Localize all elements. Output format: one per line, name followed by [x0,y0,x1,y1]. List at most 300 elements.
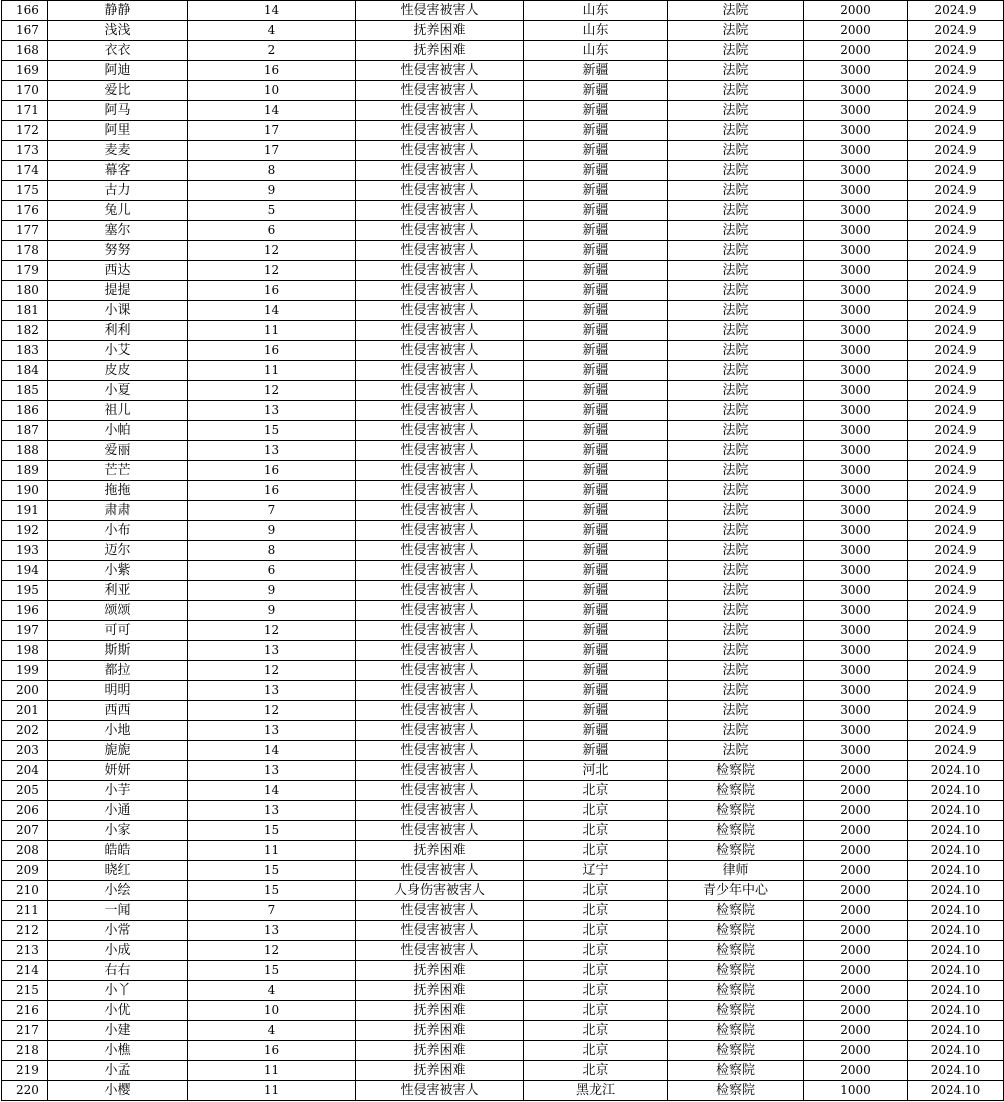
referral-source-cell: 法院 [668,1,804,21]
row-number-cell: 213 [2,941,48,961]
child-name-cell: 小帕 [48,421,188,441]
amount-cell: 3000 [804,101,908,121]
region-cell: 新疆 [524,141,668,161]
child-name-cell: 西达 [48,261,188,281]
age-cell: 15 [188,961,356,981]
case-type-cell: 性侵害被害人 [356,941,524,961]
case-type-cell: 抚养困难 [356,981,524,1001]
referral-source-cell: 法院 [668,601,804,621]
table-row [2,161,1004,181]
row-number-cell: 181 [2,301,48,321]
amount-cell: 2000 [804,861,908,881]
case-type-cell: 性侵害被害人 [356,101,524,121]
referral-source-cell: 检察院 [668,921,804,941]
row-number-cell: 212 [2,921,48,941]
age-cell: 11 [188,361,356,381]
child-name-cell: 一闻 [48,901,188,921]
child-name-cell: 拖拖 [48,481,188,501]
date-cell: 2024.9 [908,141,1004,161]
row-number-cell: 200 [2,681,48,701]
date-cell: 2024.9 [908,361,1004,381]
age-cell: 11 [188,1081,356,1101]
child-name-cell: 妍妍 [48,761,188,781]
table-row [2,801,1004,821]
date-cell: 2024.9 [908,481,1004,501]
child-name-cell: 塞尔 [48,221,188,241]
date-cell: 2024.9 [908,301,1004,321]
referral-source-cell: 法院 [668,741,804,761]
region-cell: 新疆 [524,281,668,301]
referral-source-cell: 检察院 [668,981,804,1001]
table-row [2,541,1004,561]
region-cell: 新疆 [524,641,668,661]
age-cell: 12 [188,241,356,261]
amount-cell: 2000 [804,801,908,821]
row-number-cell: 187 [2,421,48,441]
date-cell: 2024.9 [908,581,1004,601]
region-cell: 新疆 [524,61,668,81]
amount-cell: 3000 [804,441,908,461]
amount-cell: 3000 [804,341,908,361]
child-name-cell: 努努 [48,241,188,261]
age-cell: 17 [188,141,356,161]
age-cell: 7 [188,501,356,521]
region-cell: 北京 [524,921,668,941]
table-row [2,201,1004,221]
child-name-cell: 迈尔 [48,541,188,561]
case-type-cell: 性侵害被害人 [356,201,524,221]
referral-source-cell: 法院 [668,381,804,401]
row-number-cell: 194 [2,561,48,581]
child-name-cell: 芒芒 [48,461,188,481]
age-cell: 9 [188,181,356,201]
table-row [2,901,1004,921]
case-type-cell: 性侵害被害人 [356,721,524,741]
table-row [2,401,1004,421]
age-cell: 13 [188,721,356,741]
case-type-cell: 性侵害被害人 [356,141,524,161]
region-cell: 山东 [524,41,668,61]
region-cell: 北京 [524,901,668,921]
child-name-cell: 小家 [48,821,188,841]
table-row [2,921,1004,941]
table-row [2,461,1004,481]
region-cell: 新疆 [524,701,668,721]
age-cell: 9 [188,601,356,621]
case-type-cell: 性侵害被害人 [356,701,524,721]
table-row [2,681,1004,701]
table-row [2,561,1004,581]
case-type-cell: 抚养困难 [356,961,524,981]
row-number-cell: 214 [2,961,48,981]
row-number-cell: 203 [2,741,48,761]
age-cell: 6 [188,561,356,581]
case-type-cell: 性侵害被害人 [356,741,524,761]
child-name-cell: 浅浅 [48,21,188,41]
amount-cell: 3000 [804,561,908,581]
table-row [2,481,1004,501]
child-name-cell: 祖儿 [48,401,188,421]
referral-source-cell: 检察院 [668,761,804,781]
child-name-cell: 爱丽 [48,441,188,461]
date-cell: 2024.9 [908,61,1004,81]
child-name-cell: 西西 [48,701,188,721]
row-number-cell: 218 [2,1041,48,1061]
amount-cell: 2000 [804,1061,908,1081]
row-number-cell: 186 [2,401,48,421]
case-type-cell: 性侵害被害人 [356,1,524,21]
row-number-cell: 204 [2,761,48,781]
age-cell: 12 [188,661,356,681]
region-cell: 北京 [524,941,668,961]
region-cell: 新疆 [524,381,668,401]
table-row [2,821,1004,841]
child-name-cell: 利利 [48,321,188,341]
case-type-cell: 抚养困难 [356,1001,524,1021]
age-cell: 15 [188,861,356,881]
case-type-cell: 性侵害被害人 [356,581,524,601]
row-number-cell: 216 [2,1001,48,1021]
referral-source-cell: 法院 [668,161,804,181]
row-number-cell: 189 [2,461,48,481]
region-cell: 北京 [524,1021,668,1041]
date-cell: 2024.9 [908,461,1004,481]
child-name-cell: 右右 [48,961,188,981]
region-cell: 北京 [524,1061,668,1081]
row-number-cell: 209 [2,861,48,881]
amount-cell: 3000 [804,621,908,641]
referral-source-cell: 检察院 [668,1001,804,1021]
row-number-cell: 193 [2,541,48,561]
date-cell: 2024.9 [908,661,1004,681]
age-cell: 12 [188,621,356,641]
age-cell: 9 [188,521,356,541]
child-name-cell: 小课 [48,301,188,321]
child-name-cell: 幕客 [48,161,188,181]
table-row [2,501,1004,521]
referral-source-cell: 法院 [668,261,804,281]
age-cell: 13 [188,681,356,701]
referral-source-cell: 青少年中心 [668,881,804,901]
child-name-cell: 麦麦 [48,141,188,161]
referral-source-cell: 法院 [668,361,804,381]
region-cell: 新疆 [524,401,668,421]
date-cell: 2024.9 [908,521,1004,541]
amount-cell: 3000 [804,541,908,561]
age-cell: 8 [188,541,356,561]
referral-source-cell: 法院 [668,641,804,661]
child-name-cell: 静静 [48,1,188,21]
child-name-cell: 明明 [48,681,188,701]
region-cell: 新疆 [524,681,668,701]
case-type-cell: 性侵害被害人 [356,361,524,381]
row-number-cell: 180 [2,281,48,301]
row-number-cell: 179 [2,261,48,281]
child-name-cell: 小丫 [48,981,188,1001]
age-cell: 8 [188,161,356,181]
date-cell: 2024.10 [908,841,1004,861]
age-cell: 14 [188,781,356,801]
table-row [2,741,1004,761]
date-cell: 2024.9 [908,421,1004,441]
row-number-cell: 169 [2,61,48,81]
age-cell: 15 [188,821,356,841]
child-name-cell: 阿马 [48,101,188,121]
amount-cell: 2000 [804,21,908,41]
referral-source-cell: 法院 [668,301,804,321]
referral-source-cell: 法院 [668,61,804,81]
region-cell: 山东 [524,21,668,41]
case-type-cell: 性侵害被害人 [356,401,524,421]
case-type-cell: 性侵害被害人 [356,261,524,281]
child-name-cell: 衣衣 [48,41,188,61]
child-name-cell: 皮皮 [48,361,188,381]
date-cell: 2024.9 [908,341,1004,361]
case-type-cell: 性侵害被害人 [356,561,524,581]
region-cell: 新疆 [524,581,668,601]
child-name-cell: 小绘 [48,881,188,901]
table-row [2,181,1004,201]
case-type-cell: 性侵害被害人 [356,821,524,841]
amount-cell: 3000 [804,281,908,301]
child-name-cell: 小地 [48,721,188,741]
date-cell: 2024.10 [908,921,1004,941]
row-number-cell: 197 [2,621,48,641]
case-type-cell: 性侵害被害人 [356,381,524,401]
table-row [2,1021,1004,1041]
amount-cell: 3000 [804,61,908,81]
date-cell: 2024.10 [908,861,1004,881]
child-name-cell: 小芋 [48,781,188,801]
region-cell: 北京 [524,781,668,801]
referral-source-cell: 法院 [668,241,804,261]
amount-cell: 3000 [804,701,908,721]
region-cell: 北京 [524,981,668,1001]
date-cell: 2024.9 [908,101,1004,121]
referral-source-cell: 法院 [668,421,804,441]
child-name-cell: 都拉 [48,661,188,681]
amount-cell: 3000 [804,501,908,521]
age-cell: 14 [188,741,356,761]
table-row [2,221,1004,241]
table-row [2,61,1004,81]
amount-cell: 3000 [804,721,908,741]
region-cell: 北京 [524,1041,668,1061]
amount-cell: 2000 [804,961,908,981]
amount-cell: 3000 [804,321,908,341]
row-number-cell: 185 [2,381,48,401]
amount-cell: 2000 [804,941,908,961]
region-cell: 新疆 [524,341,668,361]
table-row [2,941,1004,961]
date-cell: 2024.9 [908,81,1004,101]
child-name-cell: 晓红 [48,861,188,881]
table-row [2,101,1004,121]
date-cell: 2024.9 [908,701,1004,721]
row-number-cell: 220 [2,1081,48,1101]
region-cell: 新疆 [524,461,668,481]
case-type-cell: 性侵害被害人 [356,161,524,181]
amount-cell: 3000 [804,401,908,421]
region-cell: 新疆 [524,441,668,461]
referral-source-cell: 法院 [668,21,804,41]
case-type-cell: 性侵害被害人 [356,461,524,481]
date-cell: 2024.9 [908,741,1004,761]
child-name-cell: 小优 [48,1001,188,1021]
row-number-cell: 188 [2,441,48,461]
case-type-cell: 性侵害被害人 [356,481,524,501]
row-number-cell: 211 [2,901,48,921]
region-cell: 新疆 [524,621,668,641]
age-cell: 14 [188,1,356,21]
region-cell: 新疆 [524,201,668,221]
table-row [2,1061,1004,1081]
region-cell: 北京 [524,881,668,901]
referral-source-cell: 法院 [668,461,804,481]
case-type-cell: 抚养困难 [356,21,524,41]
age-cell: 12 [188,701,356,721]
row-number-cell: 217 [2,1021,48,1041]
row-number-cell: 183 [2,341,48,361]
referral-source-cell: 法院 [668,561,804,581]
row-number-cell: 210 [2,881,48,901]
case-type-cell: 性侵害被害人 [356,641,524,661]
table-row [2,341,1004,361]
table-row [2,1081,1004,1101]
case-type-cell: 性侵害被害人 [356,421,524,441]
row-number-cell: 178 [2,241,48,261]
row-number-cell: 184 [2,361,48,381]
date-cell: 2024.10 [908,1061,1004,1081]
age-cell: 13 [188,761,356,781]
referral-source-cell: 法院 [668,661,804,681]
case-type-cell: 性侵害被害人 [356,681,524,701]
date-cell: 2024.10 [908,1041,1004,1061]
child-name-cell: 提提 [48,281,188,301]
region-cell: 新疆 [524,301,668,321]
date-cell: 2024.9 [908,241,1004,261]
date-cell: 2024.9 [908,21,1004,41]
region-cell: 北京 [524,961,668,981]
region-cell: 新疆 [524,221,668,241]
referral-source-cell: 检察院 [668,801,804,821]
records-table [1,0,1004,1101]
amount-cell: 3000 [804,681,908,701]
age-cell: 4 [188,21,356,41]
child-name-cell: 阿迪 [48,61,188,81]
child-name-cell: 小夏 [48,381,188,401]
age-cell: 13 [188,401,356,421]
row-number-cell: 195 [2,581,48,601]
age-cell: 13 [188,441,356,461]
age-cell: 5 [188,201,356,221]
date-cell: 2024.10 [908,1001,1004,1021]
date-cell: 2024.10 [908,1021,1004,1041]
case-type-cell: 性侵害被害人 [356,501,524,521]
case-type-cell: 人身伤害被害人 [356,881,524,901]
age-cell: 14 [188,301,356,321]
amount-cell: 2000 [804,921,908,941]
date-cell: 2024.9 [908,221,1004,241]
child-name-cell: 小樵 [48,1041,188,1061]
row-number-cell: 171 [2,101,48,121]
referral-source-cell: 法院 [668,101,804,121]
referral-source-cell: 法院 [668,181,804,201]
date-cell: 2024.9 [908,181,1004,201]
case-type-cell: 抚养困难 [356,841,524,861]
case-type-cell: 性侵害被害人 [356,341,524,361]
region-cell: 新疆 [524,601,668,621]
date-cell: 2024.10 [908,981,1004,1001]
amount-cell: 3000 [804,461,908,481]
region-cell: 新疆 [524,261,668,281]
table-row [2,321,1004,341]
age-cell: 6 [188,221,356,241]
date-cell: 2024.9 [908,401,1004,421]
amount-cell: 2000 [804,841,908,861]
amount-cell: 2000 [804,821,908,841]
date-cell: 2024.9 [908,721,1004,741]
table-row [2,41,1004,61]
region-cell: 北京 [524,1001,668,1021]
table-row [2,1001,1004,1021]
age-cell: 16 [188,1041,356,1061]
case-type-cell: 性侵害被害人 [356,601,524,621]
table-row [2,721,1004,741]
table-row [2,361,1004,381]
region-cell: 新疆 [524,661,668,681]
age-cell: 11 [188,321,356,341]
date-cell: 2024.9 [908,41,1004,61]
amount-cell: 3000 [804,521,908,541]
referral-source-cell: 检察院 [668,901,804,921]
age-cell: 14 [188,101,356,121]
case-type-cell: 性侵害被害人 [356,661,524,681]
table-row [2,1041,1004,1061]
referral-source-cell: 律师 [668,861,804,881]
case-type-cell: 抚养困难 [356,1021,524,1041]
case-type-cell: 性侵害被害人 [356,241,524,261]
case-type-cell: 性侵害被害人 [356,541,524,561]
case-type-cell: 性侵害被害人 [356,81,524,101]
date-cell: 2024.10 [908,941,1004,961]
row-number-cell: 206 [2,801,48,821]
amount-cell: 3000 [804,361,908,381]
age-cell: 4 [188,1021,356,1041]
amount-cell: 3000 [804,741,908,761]
region-cell: 山东 [524,1,668,21]
region-cell: 北京 [524,841,668,861]
table-row [2,761,1004,781]
amount-cell: 3000 [804,81,908,101]
amount-cell: 3000 [804,221,908,241]
referral-source-cell: 法院 [668,321,804,341]
amount-cell: 3000 [804,581,908,601]
table-row [2,21,1004,41]
table-row [2,1,1004,21]
child-name-cell: 小建 [48,1021,188,1041]
age-cell: 16 [188,281,356,301]
table-row [2,121,1004,141]
table-row [2,961,1004,981]
age-cell: 12 [188,261,356,281]
region-cell: 新疆 [524,321,668,341]
table-row [2,241,1004,261]
referral-source-cell: 检察院 [668,1021,804,1041]
region-cell: 新疆 [524,101,668,121]
row-number-cell: 190 [2,481,48,501]
date-cell: 2024.9 [908,681,1004,701]
